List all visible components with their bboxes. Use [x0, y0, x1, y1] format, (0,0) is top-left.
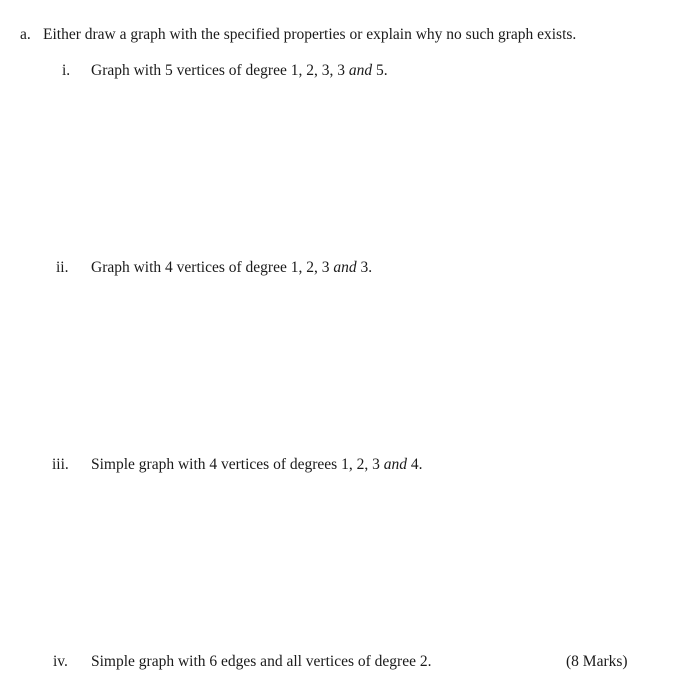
part-text-iv	[91, 653, 431, 671]
part-marker-ii: ii.	[56, 259, 69, 276]
part-text-i	[91, 62, 388, 80]
part-marker-iv: iv.	[53, 653, 68, 670]
part-text-ii-italic: and	[333, 259, 357, 276]
part-text-ii-main: Graph with 4 vertices of degree 1, 2, 3	[91, 259, 334, 276]
part-text-iii-end: 4.	[406, 456, 423, 473]
part-text-iii-italic: and	[383, 456, 407, 473]
question-instruction: Either draw a graph with the specified properties or explain why no such graph exists.	[43, 26, 577, 43]
part-text-iii	[91, 456, 422, 474]
part-text-ii-end: 3.	[356, 259, 373, 276]
part-text-i-italic: and	[348, 62, 373, 79]
part-text-ii	[91, 259, 372, 277]
part-marker-iii: iii.	[52, 456, 69, 473]
part-text-iv-main: Simple graph with 6 edges and all vertices of degree 2.	[91, 653, 432, 670]
part-text-i-main: Graph with 5 vertices of degree 1, 2, 3, 3	[91, 62, 349, 79]
question-label: a.	[20, 26, 31, 43]
marks-label: (8 Marks)	[566, 653, 628, 670]
part-text-i-end: 5.	[372, 62, 388, 79]
part-marker-i: i.	[62, 62, 71, 79]
part-text-iii-main: Simple graph with 4 vertices of degrees 1, 2, 3	[91, 456, 384, 473]
